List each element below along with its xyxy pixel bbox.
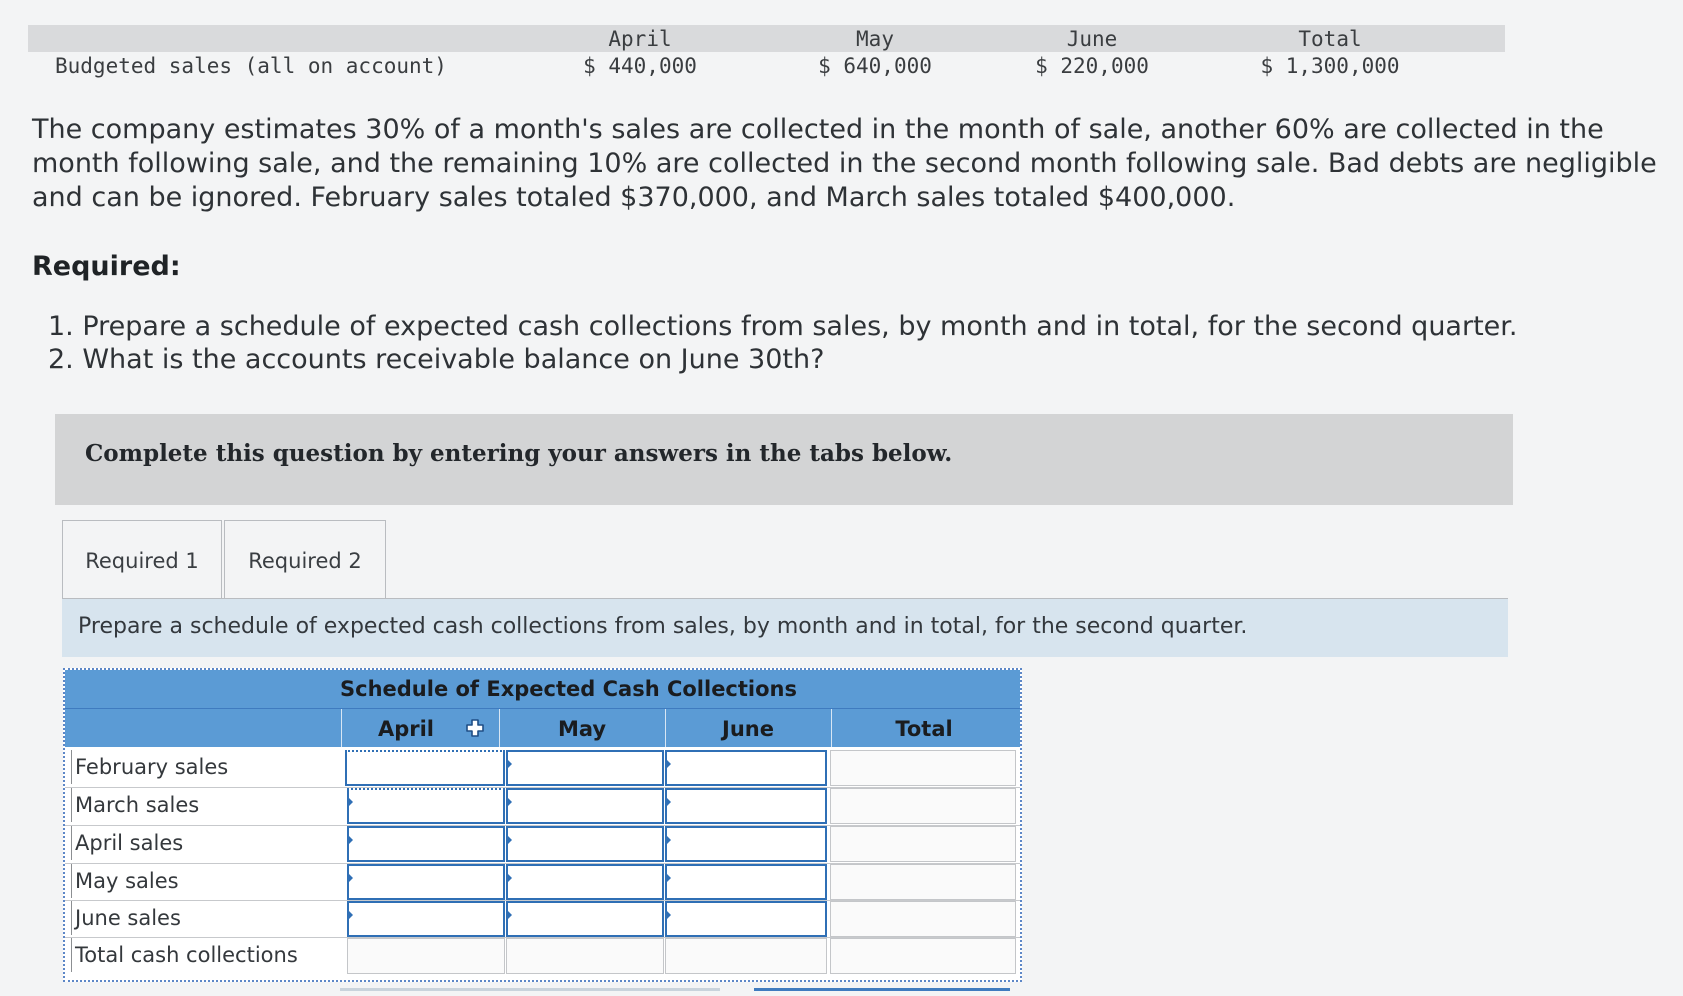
schedule-title: Schedule of Expected Cash Collections bbox=[340, 677, 797, 701]
cell-marker bbox=[506, 834, 512, 846]
schedule-title-bar bbox=[65, 670, 1020, 708]
cell-marker bbox=[347, 909, 353, 921]
row-label-march-sales: March sales bbox=[71, 788, 199, 822]
input-aprilsales-may[interactable] bbox=[506, 826, 664, 862]
cell-marker bbox=[506, 872, 512, 884]
cell-marker bbox=[665, 834, 671, 846]
input-march-april[interactable] bbox=[347, 788, 505, 824]
cell-marker bbox=[665, 909, 671, 921]
cell-marker bbox=[506, 796, 512, 808]
total-collections-june bbox=[665, 938, 827, 974]
input-february-april[interactable] bbox=[345, 750, 505, 786]
bottom-divider bbox=[340, 988, 720, 991]
total-april-sales bbox=[830, 826, 1016, 862]
input-march-june[interactable] bbox=[665, 788, 827, 824]
total-june-sales bbox=[830, 901, 1016, 937]
input-february-june[interactable] bbox=[665, 750, 827, 786]
input-february-may[interactable] bbox=[506, 750, 664, 786]
cash-collections-schedule bbox=[63, 668, 1022, 982]
requirement-1: 1. Prepare a schedule of expected cash collections from sales, by month and in total, for the second quarter. bbox=[48, 311, 1518, 342]
row-label-total-cash-collections: Total cash collections bbox=[71, 938, 298, 972]
instruction-panel bbox=[55, 414, 1513, 505]
cell-marker bbox=[665, 872, 671, 884]
requirement-2: 2. What is the accounts receivable balance on June 30th? bbox=[48, 344, 825, 375]
plus-icon[interactable] bbox=[465, 718, 485, 738]
row-label-april-sales: April sales bbox=[71, 826, 183, 860]
input-maysales-june[interactable] bbox=[665, 864, 827, 900]
column-header-total: Total bbox=[895, 717, 953, 741]
total-collections-total bbox=[830, 938, 1016, 974]
cell-marker bbox=[665, 796, 671, 808]
total-march bbox=[830, 788, 1016, 824]
tab-required-1[interactable]: Required 1 bbox=[62, 520, 222, 601]
required-heading: Required: bbox=[32, 251, 181, 282]
instruction-text: Complete this question by entering your answers in the tabs below. bbox=[85, 440, 953, 467]
budget-month-june: June bbox=[1066, 27, 1118, 51]
problem-text: The company estimates 30% of a month's sales are collected in the month of sale, another 60% are collected in the month following sale, and the remaining 10% are collected in the second month following sale. Bad debts are negligible and can be ignored. February sales totaled $370,000, and March sales totaled $400,000. bbox=[32, 114, 1657, 213]
total-collections-may bbox=[506, 938, 664, 974]
budget-value-june: $ 220,000 bbox=[1035, 54, 1149, 78]
row-label-february-sales: February sales bbox=[71, 750, 228, 784]
budget-value-april: $ 440,000 bbox=[583, 54, 697, 78]
cell-marker bbox=[347, 834, 353, 846]
cell-marker bbox=[347, 872, 353, 884]
total-may-sales bbox=[830, 864, 1016, 900]
cell-marker bbox=[347, 796, 353, 808]
budget-value-total: $ 1,300,000 bbox=[1260, 54, 1400, 78]
row-label-june-sales: June sales bbox=[71, 901, 181, 935]
budget-month-april: April bbox=[608, 27, 672, 51]
column-header-may: May bbox=[557, 717, 607, 741]
input-aprilsales-april[interactable] bbox=[347, 826, 505, 862]
input-junesales-may[interactable] bbox=[506, 901, 664, 937]
budget-month-may: May bbox=[856, 27, 894, 51]
input-junesales-june[interactable] bbox=[665, 901, 827, 937]
prompt-text: Prepare a schedule of expected cash collections from sales, by month and in total, for the second quarter. bbox=[78, 614, 1248, 639]
budget-value-may: $ 640,000 bbox=[818, 54, 932, 78]
input-march-may[interactable] bbox=[506, 788, 664, 824]
budget-month-total: Total bbox=[1298, 27, 1362, 51]
tab-required-2[interactable]: Required 2 bbox=[224, 520, 386, 601]
cell-marker bbox=[665, 758, 671, 770]
schedule-column-headers bbox=[65, 708, 1020, 747]
cell-marker bbox=[506, 758, 512, 770]
prompt-banner bbox=[62, 599, 1508, 657]
column-header-april: April bbox=[377, 717, 435, 741]
requirements-list bbox=[48, 310, 1517, 376]
input-maysales-may[interactable] bbox=[506, 864, 664, 900]
budget-label: Budgeted sales (all on account) bbox=[55, 54, 447, 78]
cell-marker bbox=[506, 909, 512, 921]
bottom-accent-bar bbox=[754, 988, 1010, 991]
input-aprilsales-june[interactable] bbox=[665, 826, 827, 862]
total-february bbox=[830, 750, 1016, 786]
total-collections-april bbox=[347, 938, 505, 974]
input-maysales-april[interactable] bbox=[347, 864, 505, 900]
input-junesales-april[interactable] bbox=[347, 901, 505, 937]
row-label-may-sales: May sales bbox=[71, 864, 179, 898]
column-header-june: June bbox=[722, 717, 774, 741]
